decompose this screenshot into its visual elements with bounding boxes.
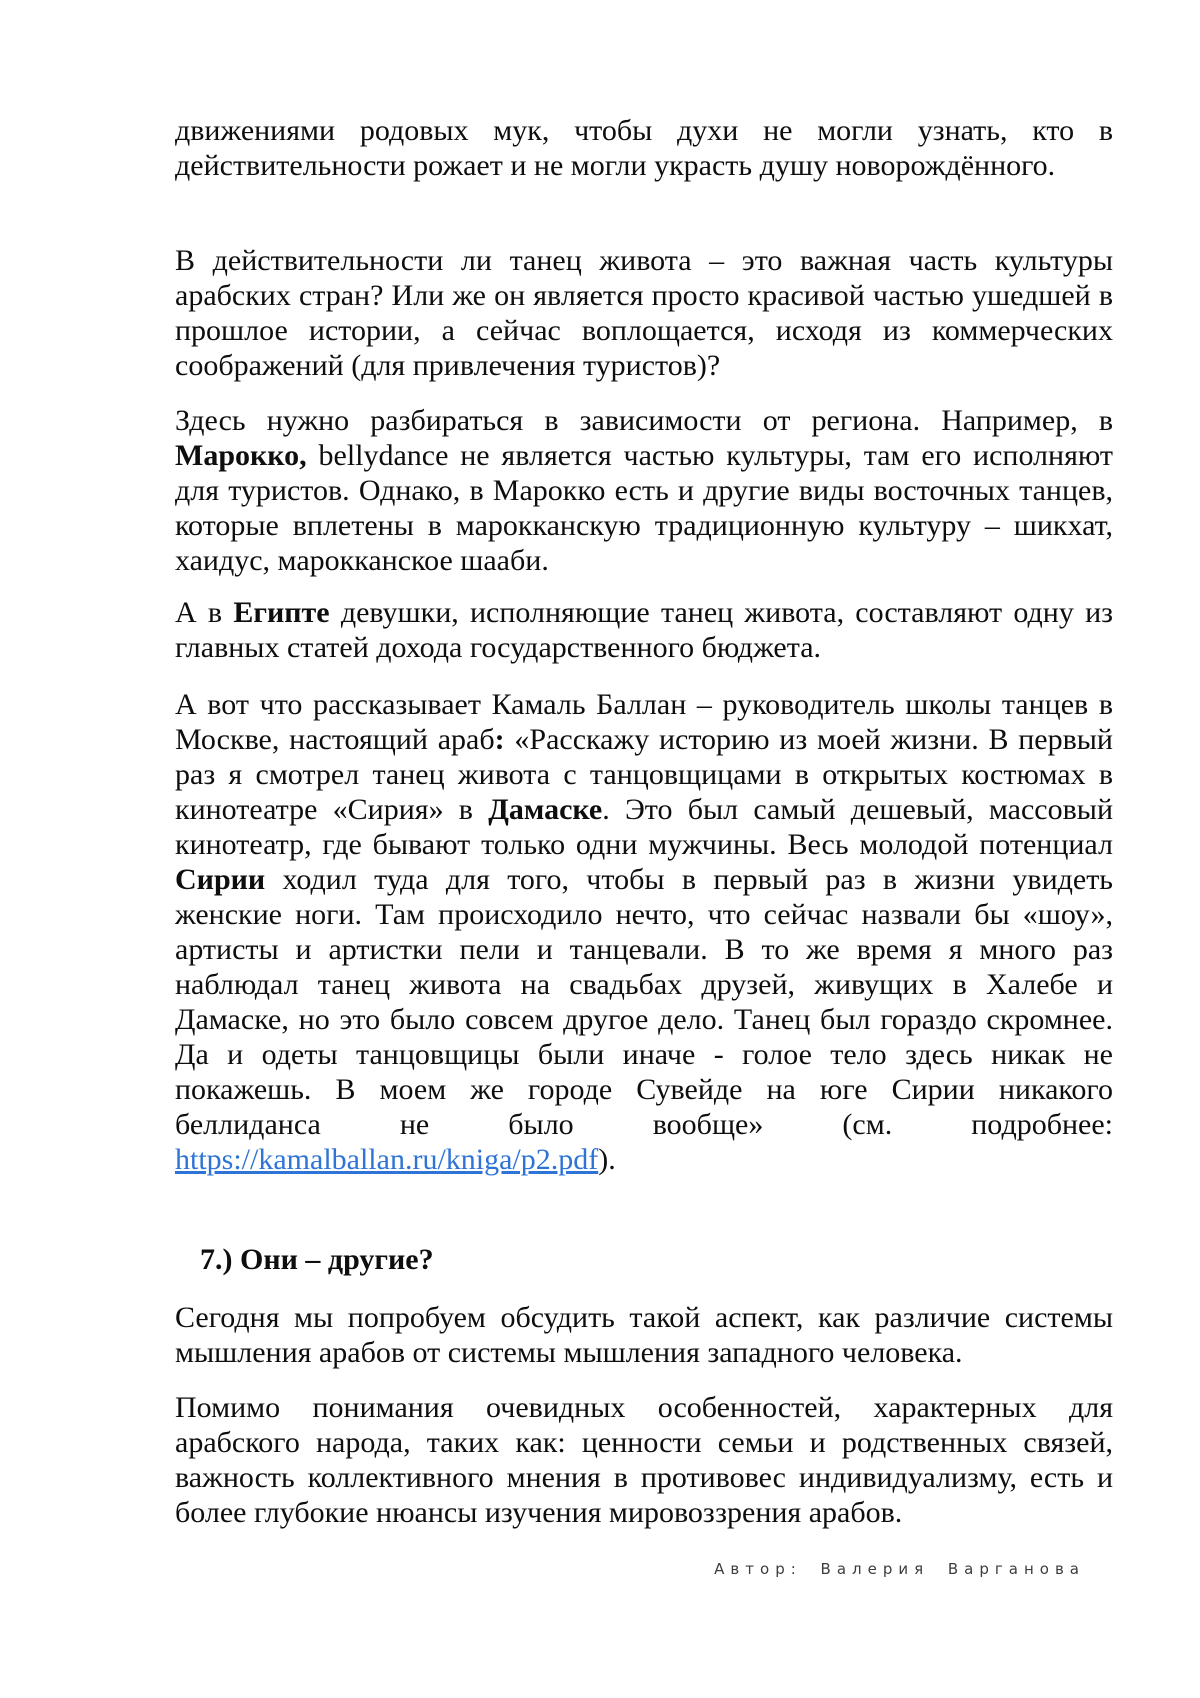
bold-text-run: : bbox=[494, 723, 505, 756]
paragraph-birth-spirits bbox=[175, 113, 1113, 183]
text-run: ходил туда для того, чтобы в первый раз в жизни увидеть женские ноги. Там происходило нечто, что сейчас назвали бы «шоу», артисты и артистки пели и танцевали. В то же время я много раз наблюдал танец живота на свадьбах друзей, живущих в Халебе и Дамаске, но это было совсем другое дело. Танец был гораздо скромнее. Да и одеты танцовщицы были иначе - голое тело здесь никак не покажешь. В моем же городе Сувейде на юге Сирии никакого беллиданса не было вообще» (см. подробнее: bbox=[175, 863, 1113, 1141]
text-run: Сегодня мы попробуем обсудить такой аспект, как различие системы мышления арабов от системы мышления западного человека. bbox=[175, 1301, 1113, 1369]
text-run: . Это был самый дешевый, массовый кинотеатр, где бывают только одни мужчины. Весь молодой потенциал bbox=[175, 793, 1113, 861]
text-run: девушки, исполняющие танец живота, составляют одну из главных статей дохода государственного бюджета. bbox=[175, 596, 1113, 664]
text-run: 7.) Они – другие? bbox=[200, 1243, 434, 1276]
document-hyperlink[interactable]: https://kamalballan.ru/kniga/p2.pdf bbox=[175, 1143, 599, 1176]
paragraph-thinking-systems bbox=[175, 1300, 1113, 1370]
paragraph-arab-worldview bbox=[175, 1390, 1113, 1530]
bold-text-run: Египте bbox=[233, 596, 330, 629]
bold-text-run: Дамаске bbox=[488, 793, 603, 826]
paragraph-egypt bbox=[175, 595, 1113, 665]
text-run: А в bbox=[175, 596, 234, 629]
text-run: Помимо понимания очевидных особенностей, характерных для арабского народа, таких как: ценности семьи и родственных связей, важность коллективного мнения в противовес индивидуализму, есть и более глубокие нюансы изучения мировоззрения арабов. bbox=[175, 1391, 1113, 1529]
text-run: bellydance не является частью культуры, там его исполняют для туристов. Однако, в Марокко есть и другие виды восточных танцев, которые вплетены в марокканскую традиционную культуру – шикхат, хаидус, марокканское шааби. bbox=[175, 439, 1113, 577]
text-run: А вот что рассказывает Камаль Баллан – руководитель школы танцев в Москве, настоящий араб bbox=[175, 688, 1113, 756]
text-run: «Расскажу историю из моей жизни. В первый раз я смотрел танец живота с танцовщицами в открытых костюмах в кинотеатре «Сирия» в bbox=[175, 723, 1113, 826]
section-heading-7 bbox=[175, 1242, 1113, 1277]
bold-text-run: Марокко, bbox=[175, 439, 307, 472]
author-credit: Автор: Валерия Варганова bbox=[714, 1560, 1085, 1578]
text-run: движениями родовых мук, чтобы духи не могли узнать, кто в действительности рожает и не могли украсть душу новорождённого. bbox=[175, 114, 1113, 182]
document-body bbox=[175, 0, 1113, 1530]
paragraph-morocco bbox=[175, 403, 1113, 578]
text-run: ). bbox=[598, 1143, 616, 1176]
paragraph-question-belly-dance bbox=[175, 243, 1113, 383]
text-run: В действительности ли танец живота – это важная часть культуры арабских стран? Или же он является просто красивой частью ушедшей в прошлое истории, а сейчас воплощается, исходя из коммерческих соображений (для привлечения туристов)? bbox=[175, 244, 1113, 382]
bold-text-run: Сирии bbox=[175, 863, 266, 896]
paragraph-kamal-ballan-story bbox=[175, 687, 1113, 1177]
text-run: Здесь нужно разбираться в зависимости от региона. Например, в bbox=[175, 404, 1113, 437]
